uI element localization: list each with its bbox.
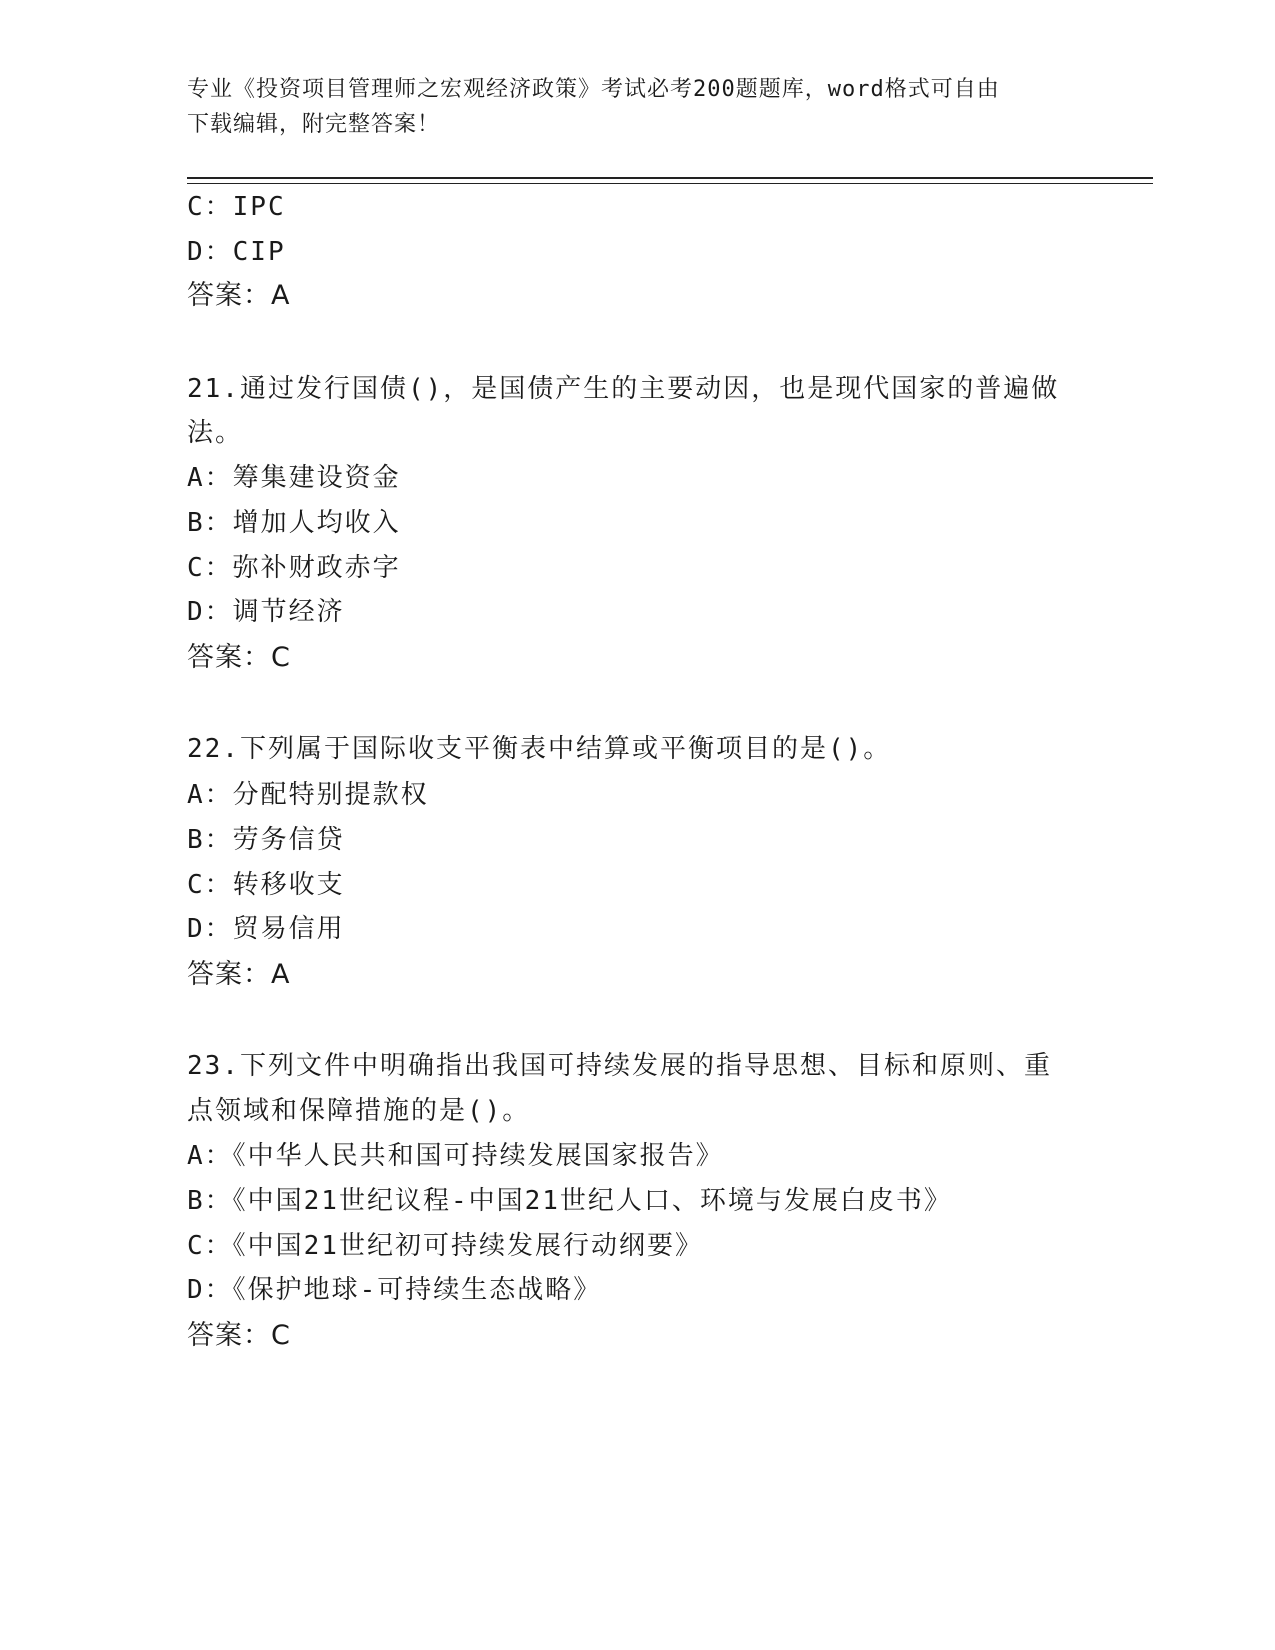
q21-option-a: A：筹集建设资金	[187, 463, 401, 493]
header-rule-thick	[187, 177, 1153, 179]
q21-option-b: B：增加人均收入	[187, 508, 401, 538]
q21-option-c: C：弥补财政赤字	[187, 553, 401, 583]
q23-option-c: C：《中国21世纪初可持续发展行动纲要》	[187, 1231, 703, 1261]
prev-answer: 答案：A	[187, 280, 291, 311]
q22-option-b: B：劳务信贷	[187, 825, 345, 855]
q21-answer: 答案：C	[187, 642, 291, 673]
q23-option-a: A：《中华人民共和国可持续发展国家报告》	[187, 1141, 724, 1171]
q22-option-d: D：贸易信用	[187, 914, 345, 944]
q22-option-a: A：分配特别提款权	[187, 780, 429, 810]
q21-stem-line-1: 21.通过发行国债()，是国债产生的主要动因，也是现代国家的普遍做	[187, 374, 1060, 404]
header-line-2: 下载编辑，附完整答案！	[187, 112, 441, 137]
q22-option-c: C：转移收支	[187, 870, 345, 900]
q23-answer: 答案：C	[187, 1320, 291, 1351]
q22-answer: 答案：A	[187, 959, 291, 990]
prev-option-c: C：IPC	[187, 192, 286, 222]
q22-stem-line-1: 22.下列属于国际收支平衡表中结算或平衡项目的是()。	[187, 734, 892, 764]
q23-stem-line-1: 23.下列文件中明确指出我国可持续发展的指导思想、目标和原则、重	[187, 1051, 1052, 1081]
header-rule-thin	[187, 183, 1153, 184]
prev-option-d: D：CIP	[187, 237, 286, 267]
q21-stem-line-2: 法。	[187, 418, 244, 448]
header-line-1: 专业《投资项目管理师之宏观经济政策》考试必考200题题库，word格式可自由	[187, 77, 1000, 102]
document-header	[187, 72, 1087, 142]
q23-option-d: D：《保护地球-可持续生态战略》	[187, 1275, 602, 1305]
q23-option-b: B：《中国21世纪议程-中国21世纪人口、环境与发展白皮书》	[187, 1186, 952, 1216]
q21-option-d: D：调节经济	[187, 597, 345, 627]
q23-stem-line-2: 点领域和保障措施的是()。	[187, 1096, 531, 1126]
